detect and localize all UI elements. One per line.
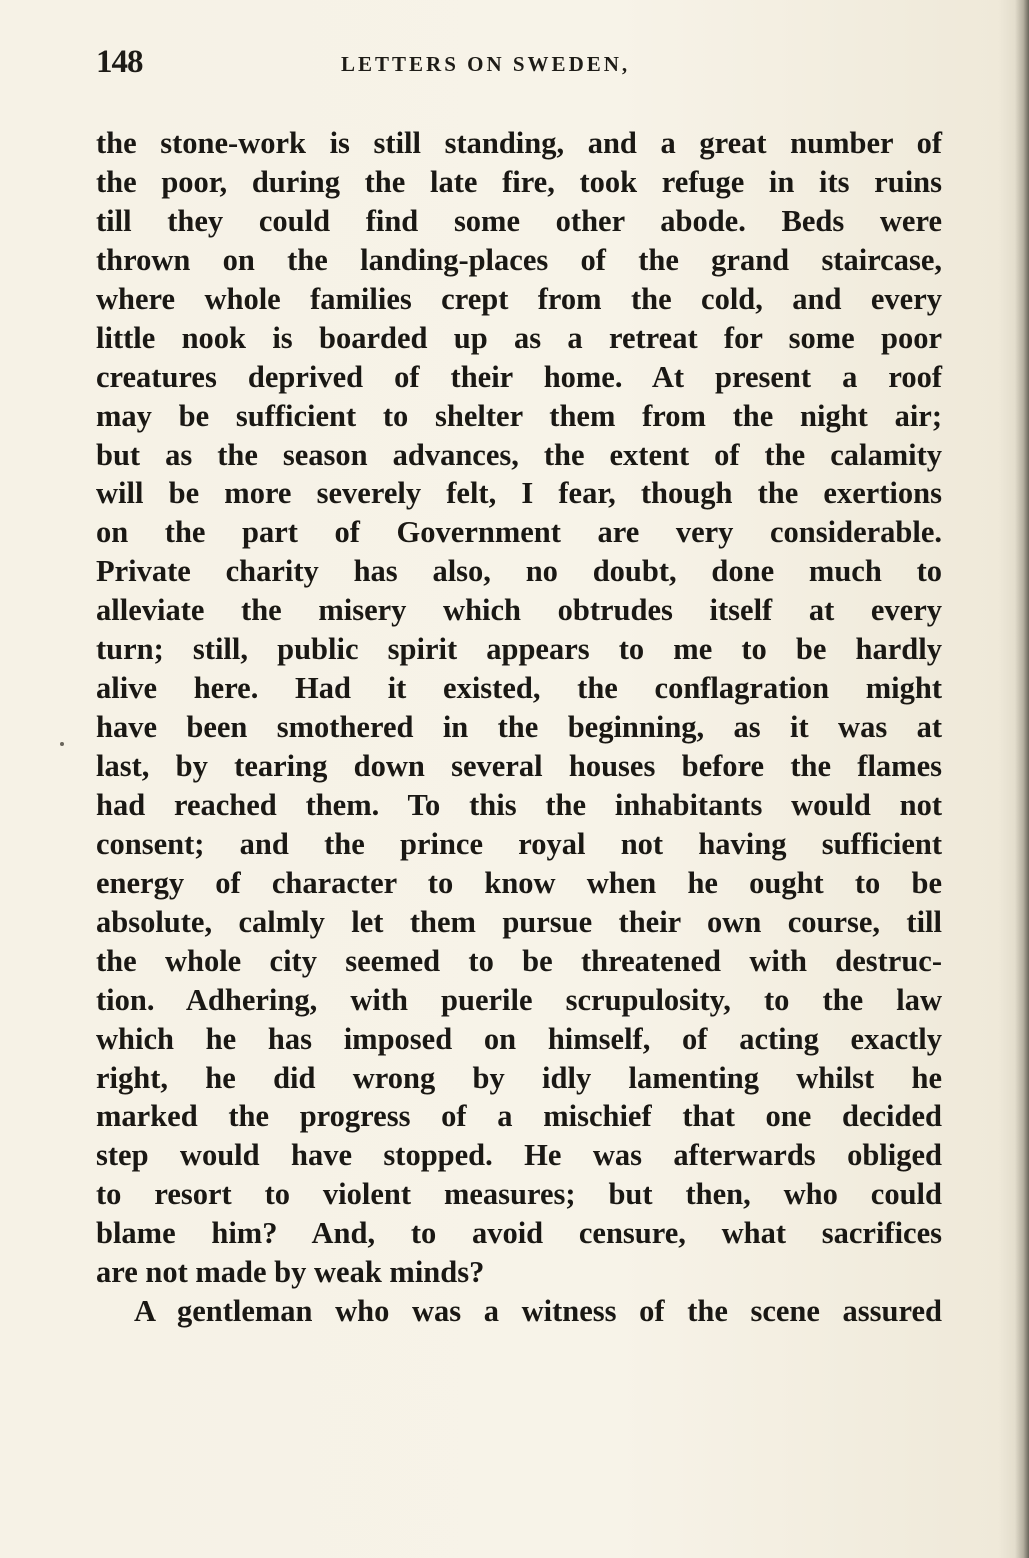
text-line: creatures deprived of their home. At present a roof xyxy=(96,359,942,394)
page-number: 148 xyxy=(96,44,143,80)
page-header xyxy=(96,44,946,90)
text-line: the poor, during the late fire, took refuge in its ruins xyxy=(96,164,942,199)
text-line: last, by tearing down several houses before the flames xyxy=(96,749,942,783)
text-line: where whole families crept from the cold, and every xyxy=(96,281,942,316)
text-line: may be sufficient to shelter them from the night air; xyxy=(96,398,942,433)
body-text xyxy=(96,124,942,1331)
paragraph-start-line: A gentleman who was a witness of the scene assured xyxy=(134,1294,942,1329)
paragraph-end-line: are not made by weak minds? xyxy=(96,1255,485,1290)
text-line: tion. Adhering, with puerile scrupulosity, to the law xyxy=(96,982,942,1017)
text-line: Private charity has also, no doubt, done much to xyxy=(96,554,942,589)
text-line: step would have stopped. He was afterwards obliged xyxy=(96,1138,942,1173)
text-line: to resort to violent measures; but then, who could xyxy=(96,1177,942,1212)
text-line: had reached them. To this the inhabitants would not xyxy=(96,787,942,822)
text-line: turn; still, public spirit appears to me to be hardly xyxy=(96,632,942,667)
text-line: on the part of Government are very considerable. xyxy=(96,515,942,550)
text-line: till they could find some other abode. Beds were xyxy=(96,203,942,238)
text-line: consent; and the prince royal not having sufficient xyxy=(96,826,942,861)
text-line: which he has imposed on himself, of acting exactly xyxy=(96,1021,942,1056)
text-line: will be more severely felt, I fear, though the exertions xyxy=(96,476,942,511)
ink-speck xyxy=(60,742,64,746)
text-line: alleviate the misery which obtrudes itself at every xyxy=(96,593,942,628)
text-line: blame him? And, to avoid censure, what sacrifices xyxy=(96,1216,942,1251)
text-line: the whole city seemed to be threatened with destruc- xyxy=(96,943,942,978)
page-edge-shadow xyxy=(1015,0,1029,1558)
text-line: right, he did wrong by idly lamenting whilst he xyxy=(96,1060,942,1095)
text-line: alive here. Had it existed, the conflagration might xyxy=(96,671,942,706)
text-line: little nook is boarded up as a retreat for some poor xyxy=(96,320,942,355)
text-line: absolute, calmly let them pursue their own course, till xyxy=(96,904,942,939)
text-line: have been smothered in the beginning, as it was at xyxy=(96,710,942,745)
text-line: marked the progress of a mischief that one decided xyxy=(96,1099,942,1134)
text-line: thrown on the landing-places of the grand staircase, xyxy=(96,242,942,277)
text-line: the stone-work is still standing, and a great number of xyxy=(96,126,942,160)
text-line: but as the season advances, the extent of the calamity xyxy=(96,437,942,472)
text-line: energy of character to know when he ought to be xyxy=(96,865,942,900)
running-title: LETTERS ON SWEDEN, xyxy=(341,52,631,76)
